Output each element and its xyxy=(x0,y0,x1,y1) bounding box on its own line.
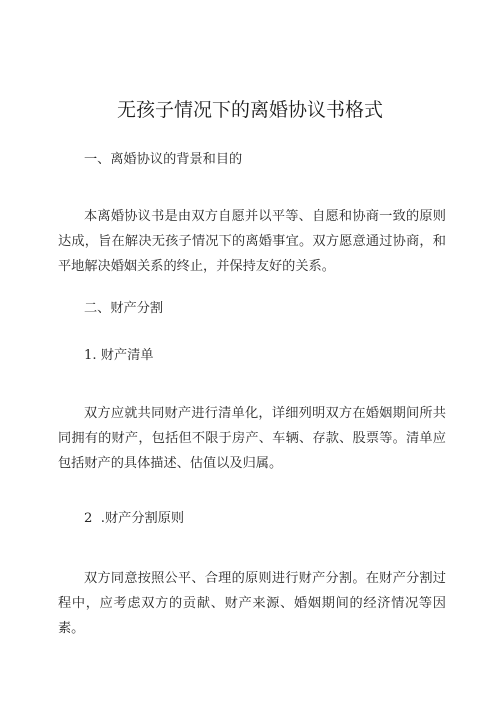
subsection-paragraph-division-principle: 双方同意按照公平、合理的原则进行财产分割。在财产分割过程中，应考虑双方的贡献、财产来源、婚姻期间的经济情况等因素。 xyxy=(58,571,446,636)
section-paragraph-background: 本离婚协议书是由双方自愿并以平等、自愿和协商一致的原则达成，旨在解决无孩子情况下的离婚事宜。双方愿意通过协商，和平地解决婚姻关系的终止，并保持友好的关系。 xyxy=(58,209,446,274)
section-heading-background: 一、离婚协议的背景和目的 xyxy=(84,152,243,167)
subsection-heading-property-list: 1. 财产清单 xyxy=(84,348,154,363)
section-heading-property-division: 二、财产分割 xyxy=(84,301,164,316)
document-title: 无孩子情况下的离婚协议书格式 xyxy=(116,99,383,121)
subsection-heading-division-principle: 2 .财产分割原则 xyxy=(84,511,185,526)
subsection-paragraph-property-list: 双方应就共同财产进行清单化，详细列明双方在婚姻期间所共同拥有的财产，包括但不限于房产、车辆、存款、股票等。清单应包括财产的具体描述、估值以及归属。 xyxy=(58,406,446,471)
